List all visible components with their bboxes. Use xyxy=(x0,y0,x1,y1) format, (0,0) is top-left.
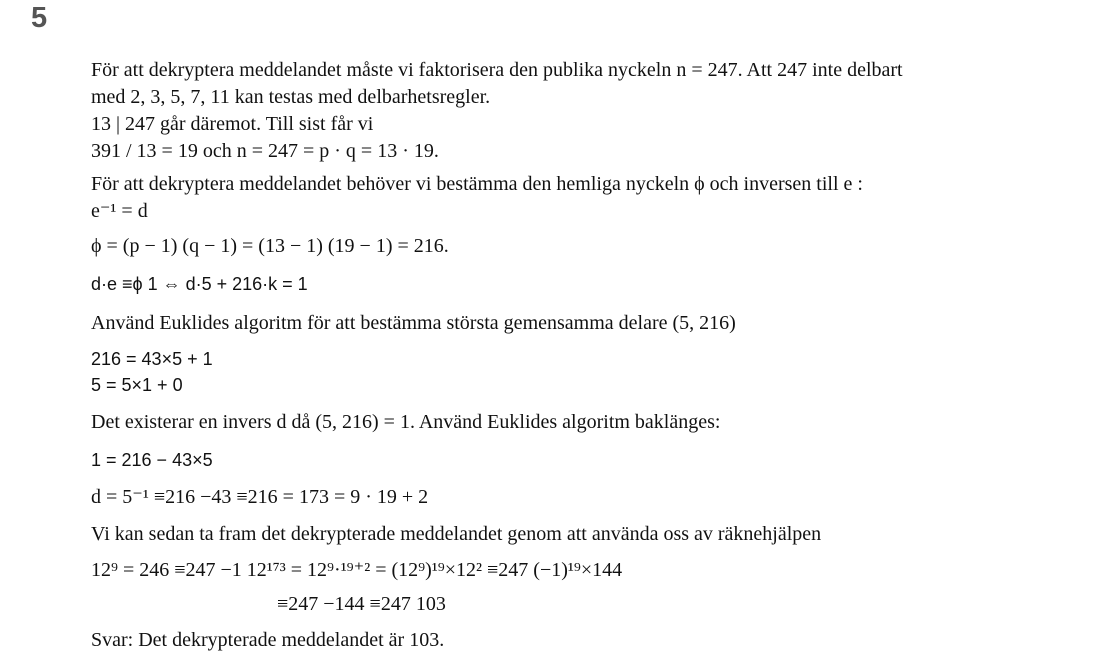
text-line-5: För att dekryptera meddelandet behöver vi bestämma den hemliga nyckeln ϕ och inversen till e : xyxy=(91,173,863,195)
text-line-14: d = 5⁻¹ ≡216 −43 ≡216 = 173 = 9 · 19 + 2 xyxy=(91,486,429,508)
text-line-11: 5 = 5×1 + 0 xyxy=(91,375,183,395)
text-line-15: Vi kan sedan ta fram det dekrypterade meddelandet genom att använda oss av räknehjälpen xyxy=(91,523,822,545)
text-line-16: 12⁹ = 246 ≡247 −1 12¹⁷³ = 12⁹·¹⁹⁺² = (12⁹)¹⁹×12² ≡247 (−1)¹⁹×144 xyxy=(91,559,623,581)
text-line-12: Det existerar en invers d då (5, 216) = 1. Använd Euklides algoritm baklänges: xyxy=(91,411,721,433)
text-line-8: d·e ≡ϕ 1 ⇔ d·5 + 216·k = 1 xyxy=(91,274,308,294)
text-line-4: 391 / 13 = 19 och n = 247 = p · q = 13 · 19. xyxy=(91,140,439,162)
text-line-9: Använd Euklides algoritm för att bestämma största gemensamma delare (5, 216) xyxy=(91,312,736,334)
text-line-13: 1 = 216 − 43×5 xyxy=(91,450,213,470)
text-line-7: ϕ = (p − 1) (q − 1) = (13 − 1) (19 − 1) = 216. xyxy=(91,235,449,257)
text-line-1: För att dekryptera meddelandet måste vi faktorisera den publika nyckeln n = 247. Att 247 inte delbart xyxy=(91,59,903,81)
text-line-3: 13 | 247 går däremot. Till sist får vi xyxy=(91,113,374,135)
text-line-18: Svar: Det dekrypterade meddelandet är 103. xyxy=(91,629,445,651)
text-line-17: ≡247 −144 ≡247 103 xyxy=(277,593,446,615)
text-line-2: med 2, 3, 5, 7, 11 kan testas med delbarhetsregler. xyxy=(91,86,491,108)
text-line-10: 216 = 43×5 + 1 xyxy=(91,349,213,369)
text-line-6: e⁻¹ = d xyxy=(91,200,148,222)
problem-number: 5 xyxy=(31,2,48,34)
